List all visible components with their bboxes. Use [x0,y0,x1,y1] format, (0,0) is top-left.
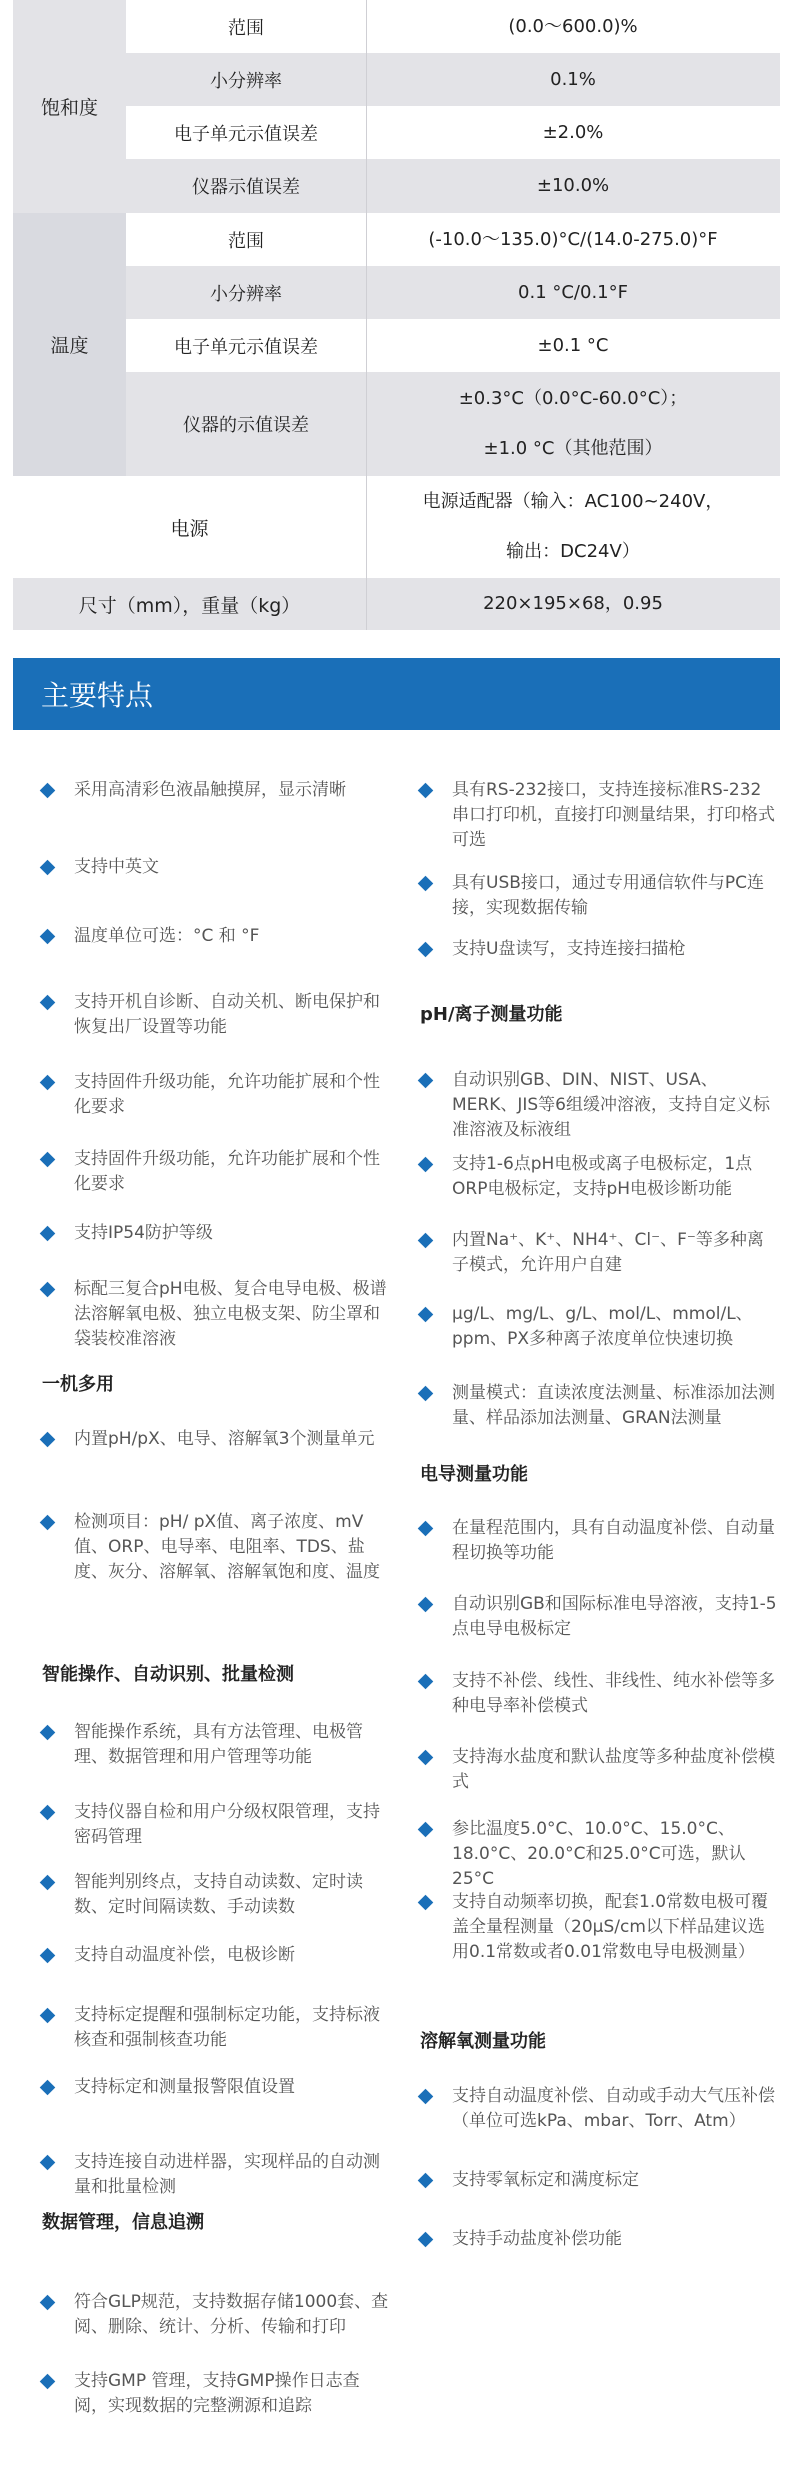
feature-item [42,1720,392,1770]
feature-text: 支持不补偿、线性、非线性、纯水补偿等多种电导率补偿模式 [452,1671,775,1716]
feature-text: 支持手动盐度补偿功能 [452,2229,622,2249]
size-label: 尺寸（mm），重量（kg） [78,594,301,617]
feature-item [420,1817,778,1892]
feature-text: 标配三复合pH电极、复合电导电极、极谱法溶解氧电极、独立电极支架、防尘罩和袋装校准溶液 [74,1279,387,1349]
feature-item [420,1669,778,1719]
power-label: 电源 [170,517,209,540]
feature-text: 在量程范围内，具有自动温度补偿、自动量程切换等功能 [452,1518,775,1563]
row-value: ±0.1 °C [537,334,609,356]
feature-text: 参比温度5.0°C、10.0°C、15.0°C、18.0°C、20.0°C和25.0°C可选，默认25°C [452,1819,746,1889]
saturation-row-range [126,0,780,53]
feature-text: 采用高清彩色液晶触摸屏，显示清晰 [74,780,346,800]
row-name: 范围 [228,17,264,39]
feature-text: 自动识别GB和国际标准电导溶液，支持1-5点电导电极标定 [452,1594,777,1639]
features-heading: 主要特点 [13,658,780,730]
row-name: 电子单元示值误差 [174,123,318,145]
feature-text: 支持自动频率切换，配套1.0常数电极可覆盖全量程测量（20μS/cm以下样品建议选用0.1常数或者0.01常数电导电极测量） [452,1892,769,1962]
feature-item [420,1228,778,1278]
row-value: 0.1 °C/0.1°F [518,281,628,303]
feature-text: 具有USB接口，通过专用通信软件与PC连接，实现数据传输 [452,873,765,918]
row-name: 范围 [228,230,264,252]
row-name: 小分辨率 [210,283,282,305]
feature-item [42,2369,392,2419]
feature-text: 支持开机自诊断、自动关机、断电保护和恢复出厂设置等功能 [74,992,380,1037]
section-heading: 电导测量功能 [420,1464,528,1485]
section-heading: 数据管理，信息追溯 [42,2212,204,2233]
feature-item [420,1516,778,1566]
power-row [13,476,780,578]
feature-text: 支持固件升级功能，允许功能扩展和个性化要求 [74,1149,380,1194]
feature-text: 支持1-6点pH电极或离子电极标定，1点ORP电极标定，支持pH电极诊断功能 [452,1154,753,1199]
feature-text: 支持自动温度补偿，电极诊断 [74,1945,295,1965]
feature-text: 支持仪器自检和用户分级权限管理，支持密码管理 [74,1802,380,1847]
feature-item [420,1592,778,1642]
row-value: (-10.0～135.0)°C/(14.0-275.0)°F [428,228,718,250]
feature-item [42,1277,392,1352]
feature-text: 支持自动温度补偿、自动或手动大气压补偿（单位可选kPa、mbar、Torr、Atm） [452,2086,775,2131]
feature-text: 自动识别GB、DIN、NIST、USA、MERK、JIS等6组缓冲溶液，支持自定义标准溶液及标液组 [452,1070,771,1140]
value-line-1: 电源适配器（输入：AC100~240V， [422,491,724,512]
feature-text: 智能判别终点，支持自动读数、定时读数、定时间隔读数、手动读数 [74,1872,363,1917]
feature-item [42,2150,392,2200]
feature-item [420,1381,778,1431]
feature-item [420,1302,778,1352]
feature-item [42,2075,392,2100]
feature-text: 符合GLP规范，支持数据存储1000套、查阅、删除、统计、分析、传输和打印 [74,2292,389,2337]
row-value: ±2.0% [542,121,604,143]
feature-item [42,1510,392,1585]
feature-text: 支持标定和测量报警限值设置 [74,2077,295,2097]
temperature-label: 温度 [13,213,126,476]
saturation-row-resolution [126,53,780,106]
size-value: 220×195×68，0.95 [483,593,663,614]
size-row [13,578,780,630]
row-name: 电子单元示值误差 [174,336,318,358]
feature-item [42,1221,392,1246]
feature-item [42,1800,392,1850]
feature-text: 支持连接自动进样器，实现样品的自动测量和批量检测 [74,2152,380,2197]
row-value [366,372,780,476]
feature-text: 温度单位可选：°C 和 °F [74,926,260,946]
column-divider [366,578,367,630]
feature-text: 具有RS-232接口，支持连接标准RS-232串口打印机，直接打印测量结果，打印格式可选 [452,780,775,850]
row-value: (0.0～600.0)% [508,15,638,37]
feature-text: 内置Na⁺、K⁺、NH4⁺、Cl⁻、F⁻等多种离子模式，允许用户自建 [452,1230,764,1275]
feature-text: 测量模式：直读浓度法测量、标准添加法测量、样品添加法测量、GRAN法测量 [452,1383,775,1428]
value-line-1: ±0.3°C（0.0°C-60.0°C）； [458,388,688,409]
feature-text: 内置pH/pX、电导、溶解氧3个测量单元 [74,1429,375,1449]
feature-item [42,2290,392,2340]
power-value [366,476,780,578]
feature-text: 支持IP54防护等级 [74,1223,213,1243]
section-heading: 一机多用 [42,1374,114,1395]
temperature-row-resolution [126,266,780,319]
row-name: 仪器示值误差 [192,177,300,198]
feature-text: μg/L、mg/L、g/L、mol/L、mmol/L、ppm、PX多种离子浓度单位快速切换 [452,1304,753,1349]
column-divider [366,476,367,578]
feature-item [420,1745,778,1795]
feature-item [42,855,392,880]
feature-text: 支持零氧标定和满度标定 [452,2170,639,2190]
saturation-group [13,0,780,213]
feature-item [420,1890,778,1965]
temperature-row-instrument-error [126,372,780,476]
feature-item [42,1427,392,1452]
value-line-2: ±1.0 °C（其他范围） [483,438,663,459]
row-name: 小分辨率 [210,70,282,92]
feature-item [420,1068,778,1143]
feature-text: 支持固件升级功能，允许功能扩展和个性化要求 [74,1072,380,1117]
feature-item [42,924,392,949]
feature-text: 支持标定提醒和强制标定功能，支持标液核查和强制核查功能 [74,2005,380,2050]
saturation-row-electronic-error [126,106,780,159]
feature-item [42,1147,392,1197]
feature-item [420,871,778,921]
feature-text: 支持海水盐度和默认盐度等多种盐度补偿模式 [452,1747,775,1792]
feature-text: 检测项目：pH/ pX值、离子浓度、mV值、ORP、电导率、电阻率、TDS、盐度、灰分、溶解氧、溶解氧饱和度、温度 [74,1512,380,1582]
temperature-row-range [126,213,780,266]
section-heading: pH/离子测量功能 [420,1004,563,1025]
column-divider [366,213,367,476]
feature-item [420,2084,778,2134]
feature-item [420,2227,778,2252]
section-heading: 智能操作、自动识别、批量检测 [42,1664,294,1685]
saturation-label: 饱和度 [13,0,126,213]
feature-item [42,1070,392,1120]
feature-text: 智能操作系统，具有方法管理、电极管理、数据管理和用户管理等功能 [74,1722,363,1767]
column-divider [366,0,367,213]
row-name: 仪器的示值误差 [183,415,309,436]
feature-text: 支持U盘读写，支持连接扫描枪 [452,939,686,959]
feature-item [420,778,778,853]
feature-item [420,937,778,962]
feature-item [42,2003,392,2053]
saturation-row-instrument-error [126,159,780,213]
temperature-group [13,213,780,476]
feature-item [42,1870,392,1920]
value-line-2: 输出：DC24V） [506,541,640,562]
section-heading: 溶解氧测量功能 [420,2031,546,2052]
row-value: ±10.0% [536,175,610,196]
feature-item [420,2168,778,2193]
feature-item [420,1152,778,1202]
row-value: 0.1% [550,68,596,90]
feature-text: 支持GMP 管理，支持GMP操作日志查阅，实现数据的完整溯源和追踪 [74,2371,360,2416]
feature-item [42,778,392,803]
temperature-row-electronic-error [126,319,780,372]
feature-item [42,1943,392,1968]
feature-item [42,990,392,1040]
feature-text: 支持中英文 [74,857,159,877]
